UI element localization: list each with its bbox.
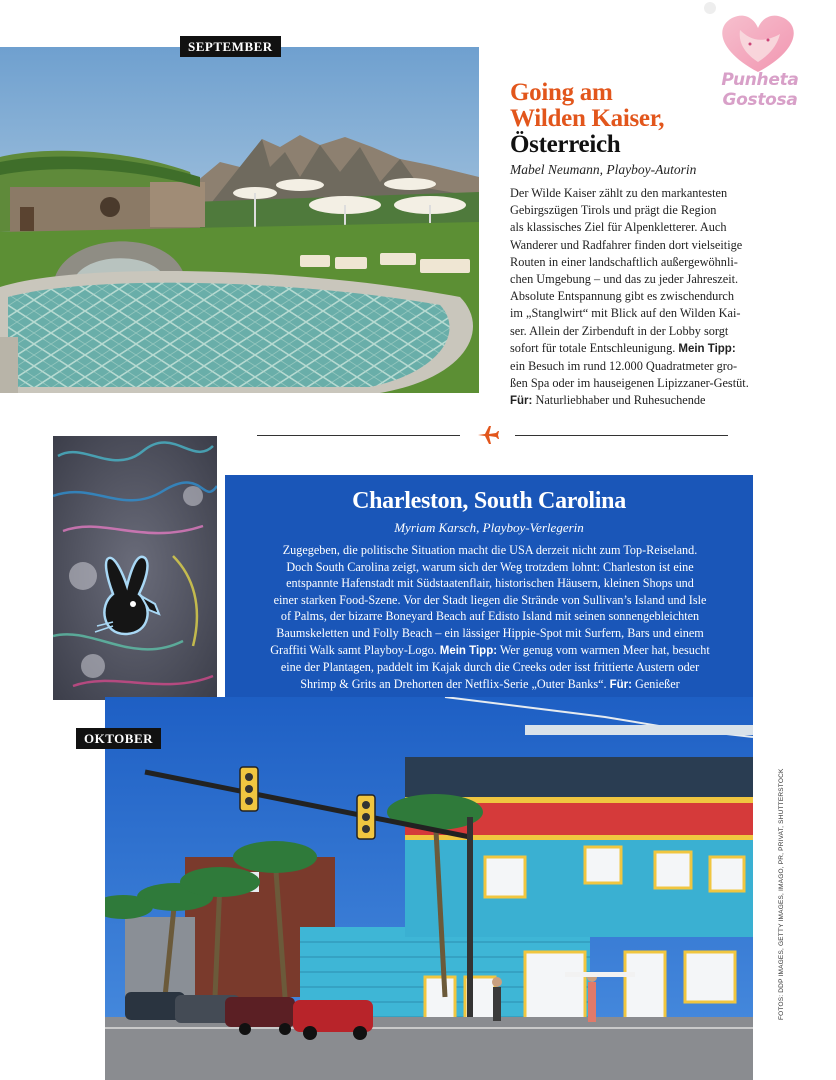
body-line: einer starken Food-Szene. Vor der Stadt liegen die Strände von Sullivan’s Island und Isle bbox=[273, 592, 707, 607]
body-line: ser. Allein der Zirbenduft in der Lobby sorgt bbox=[510, 323, 729, 338]
body-line: Der Wilde Kaiser zählt zu den markantesten bbox=[510, 186, 728, 200]
watermark-text: Punheta Gostosa bbox=[721, 70, 799, 110]
body-line: Gebirgszügen Tirols und prägt die Region bbox=[510, 203, 717, 218]
tip-text: Shrimp & Grits an Drehorten der Netflix-Serie „Outer Banks“. bbox=[300, 676, 607, 691]
body-line-text: sofort für totale Entschleunigung. bbox=[510, 340, 676, 355]
divider-rule-right bbox=[515, 435, 728, 436]
body-line bbox=[510, 340, 752, 358]
tip-line bbox=[240, 676, 740, 694]
airplane-icon bbox=[476, 424, 500, 446]
tip-text: Wer genug vom warmen Meer hat, besucht bbox=[499, 642, 710, 657]
body-line bbox=[240, 642, 740, 660]
divider-rule-left bbox=[257, 435, 460, 436]
graffiti-playboy-photo bbox=[53, 436, 217, 700]
body-line: chen Umgebung – und das zu jeder Jahreszeit. bbox=[510, 272, 739, 287]
tip-line: ein Besuch im rund 12.000 Quadratmeter gro- bbox=[510, 359, 738, 374]
charleston-street-photo bbox=[105, 697, 753, 1080]
heart-logo-icon bbox=[680, 0, 836, 80]
month-tag-september: SEPTEMBER bbox=[180, 36, 281, 57]
body-line: Wanderer und Radfahrer finden dort vielseitige bbox=[510, 237, 743, 252]
body-line: of Palms, der bizarre Boneyard Beach auf Edisto Island mit seinen sonnengebleichten bbox=[280, 609, 700, 624]
title-line-3: Österreich bbox=[510, 131, 621, 158]
body-line: Baumskeletten und Folly Beach – ein lässiger Hippie-Spot mit Surfern, Bars und einem bbox=[276, 625, 704, 640]
for-text: Genießer bbox=[635, 676, 680, 691]
for-text: Naturliebhaber und Ruhesuchende bbox=[535, 393, 706, 408]
article-author: Mabel Neumann, Playboy-Autorin bbox=[510, 162, 697, 177]
body-line: im „Stanglwirt“ mit Blick auf den Wilden Kai- bbox=[510, 306, 741, 321]
article-body-charleston bbox=[240, 542, 740, 693]
body-line-text: Graffiti Walk samt Playboy-Logo. bbox=[270, 642, 437, 657]
tip-label: Mein Tipp: bbox=[678, 342, 736, 355]
body-line: Routen in einer landschaftlich außergewöhnli- bbox=[510, 254, 738, 269]
body-line: Absolute Entspannung gibt es zwischendurch bbox=[510, 289, 735, 304]
photo-credits: FOTOS: DDP IMAGES, GETTY IMAGES, IMAGO, PR, PRIVAT, SHUTTERSTOCK bbox=[778, 768, 785, 1020]
tip-label: Mein Tipp: bbox=[439, 644, 498, 657]
body-line: als klassisches Ziel für Alpenkletterer. Auch bbox=[510, 220, 727, 235]
article-title-wilder-kaiser bbox=[510, 80, 810, 158]
body-line: entspannte Hafenstadt mit Südstaatenflair, historischen Häusern, kleinen Shops und bbox=[286, 576, 694, 591]
title-line-1: Going am bbox=[510, 79, 613, 106]
title-line-2: Wilden Kaiser, bbox=[510, 105, 665, 132]
for-label: Für: bbox=[510, 395, 533, 408]
body-line: Doch South Carolina zeigt, warum sich der Weg trotzdem lohnt: Charleston ist eine bbox=[286, 559, 694, 574]
tip-line: eine der Plantagen, paddelt im Kajak durch die Creeks oder isst frittierte Austern oder bbox=[280, 660, 700, 675]
wilder-kaiser-photo bbox=[0, 47, 479, 393]
month-tag-oktober: OKTOBER bbox=[76, 728, 161, 749]
tip-line: ßen Spa oder im hauseigenen Lipizzaner-Gestüt. bbox=[510, 376, 749, 391]
for-line bbox=[510, 392, 752, 410]
article-title-charleston: Charleston, South Carolina bbox=[352, 488, 626, 514]
article-body-wilder-kaiser bbox=[510, 185, 752, 411]
body-line: Zugegeben, die politische Situation macht die USA derzeit nicht zum Top-Reiseland. bbox=[282, 543, 698, 557]
for-label: Für: bbox=[609, 678, 632, 691]
article-author: Myriam Karsch, Playboy-Verlegerin bbox=[394, 520, 584, 535]
